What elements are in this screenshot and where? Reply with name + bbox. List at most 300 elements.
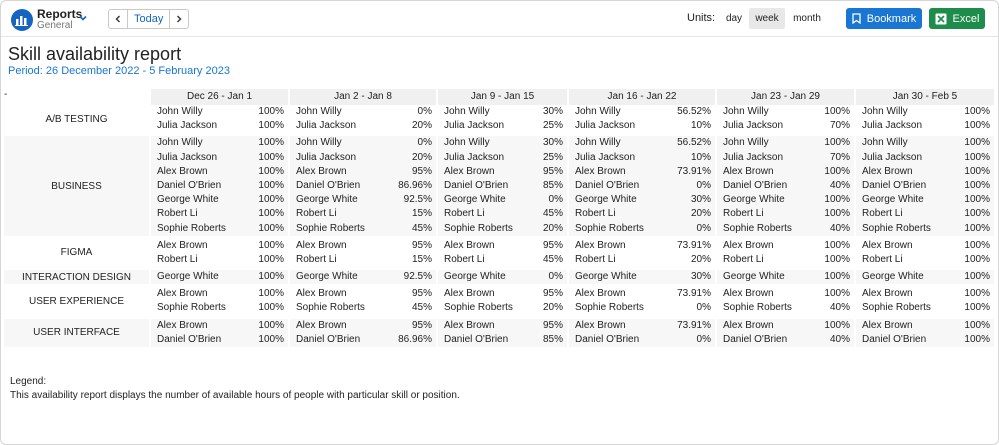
person-name: Daniel O'Brien [575, 333, 640, 345]
person-name: Alex Brown [575, 239, 626, 251]
skill-name: BUSINESS [4, 136, 149, 238]
person-availability [438, 151, 567, 165]
person-name: Sophie Roberts [862, 302, 931, 314]
availability-table [4, 89, 994, 350]
availability-percent: 100% [258, 288, 284, 300]
person-availability [717, 151, 854, 165]
availability-percent: 30% [690, 271, 711, 283]
person-availability [569, 239, 715, 253]
person-availability [717, 319, 854, 333]
person-name: Daniel O'Brien [296, 333, 361, 345]
person-name: Daniel O'Brien [862, 179, 927, 191]
person-name: Julia Jackson [296, 120, 357, 132]
app-title[interactable]: Reports [37, 7, 83, 21]
availability-percent: 0% [417, 106, 432, 117]
person-name: George White [296, 194, 358, 206]
availability-percent: 45% [411, 302, 432, 314]
week-header: Jan 2 - Jan 8 [288, 89, 436, 105]
person-name: Sophie Roberts [296, 222, 365, 234]
unit-day-button[interactable]: day [725, 13, 743, 24]
availability-percent: 100% [258, 302, 284, 314]
person-name: Julia Jackson [444, 120, 505, 132]
person-name: Robert Li [723, 253, 764, 265]
person-name: Julia Jackson [575, 151, 636, 163]
availability-percent: 100% [258, 137, 284, 149]
person-name: Julia Jackson [862, 120, 923, 132]
availability-percent: 95% [411, 319, 432, 331]
availability-percent: 100% [964, 151, 990, 163]
person-availability [856, 119, 994, 133]
person-availability [717, 119, 854, 133]
availability-percent: 73.91% [677, 288, 711, 300]
person-availability [856, 333, 994, 347]
availability-percent: 100% [824, 239, 850, 251]
availability-percent: 100% [964, 253, 990, 265]
availability-percent: 100% [824, 165, 850, 177]
availability-percent: 100% [964, 165, 990, 177]
availability-percent: 100% [964, 319, 990, 331]
person-availability [151, 253, 288, 267]
availability-percent: 100% [258, 333, 284, 345]
week-cell [854, 239, 994, 270]
person-availability [856, 165, 994, 179]
week-cell [715, 270, 854, 287]
person-name: Alex Brown [723, 239, 774, 251]
person-availability [151, 207, 288, 221]
availability-percent: 40% [829, 222, 850, 234]
week-cell [288, 239, 436, 270]
availability-percent: 100% [258, 239, 284, 251]
availability-percent: 100% [824, 253, 850, 265]
person-availability [151, 119, 288, 133]
person-availability [856, 207, 994, 221]
availability-percent: 100% [824, 319, 850, 331]
availability-percent: 100% [964, 288, 990, 300]
person-availability [717, 165, 854, 179]
date-navigation [108, 9, 189, 29]
skill-row [4, 239, 994, 270]
person-name: Alex Brown [157, 165, 208, 177]
person-availability [290, 319, 436, 333]
person-availability [569, 179, 715, 193]
person-availability [438, 222, 567, 236]
person-availability [717, 222, 854, 236]
person-name: Alex Brown [157, 239, 208, 251]
availability-percent: 56.52% [677, 106, 711, 117]
person-name: Daniel O'Brien [444, 333, 509, 345]
skill-name: USER EXPERIENCE [4, 287, 149, 318]
week-cell [715, 136, 854, 238]
person-availability [290, 333, 436, 347]
person-name: Julia Jackson [444, 151, 505, 163]
person-availability [290, 151, 436, 165]
availability-percent: 20% [690, 253, 711, 265]
person-name: Julia Jackson [862, 151, 923, 163]
table-body [4, 105, 994, 350]
person-name: Alex Brown [157, 319, 208, 331]
week-cell [854, 319, 994, 350]
person-availability [856, 270, 994, 284]
availability-percent: 100% [258, 253, 284, 265]
person-name: Sophie Roberts [296, 302, 365, 314]
person-availability [151, 239, 288, 253]
person-name: Daniel O'Brien [575, 179, 640, 191]
week-cell [567, 136, 715, 238]
week-cell [567, 239, 715, 270]
skill-name: A/B TESTING [4, 105, 149, 136]
person-name: John Willy [157, 137, 203, 149]
availability-percent: 100% [258, 222, 284, 234]
skill-row [4, 136, 994, 238]
person-name: Robert Li [862, 208, 903, 220]
chevron-down-icon[interactable] [77, 12, 89, 24]
availability-percent: 100% [258, 179, 284, 191]
person-availability [438, 193, 567, 207]
week-cell [567, 270, 715, 287]
person-name: Alex Brown [862, 319, 913, 331]
person-name: Alex Brown [444, 319, 495, 331]
person-name: George White [723, 271, 785, 283]
person-availability [856, 253, 994, 267]
week-header: Dec 26 - Jan 1 [149, 89, 288, 105]
person-name: Robert Li [444, 208, 485, 220]
person-availability [856, 239, 994, 253]
week-cell [436, 287, 567, 318]
person-availability [151, 270, 288, 284]
person-name: John Willy [723, 137, 769, 149]
person-name: John Willy [862, 137, 908, 149]
person-name: Alex Brown [575, 165, 626, 177]
legend-title: Legend: [10, 376, 47, 387]
availability-percent: 100% [824, 208, 850, 220]
person-name: John Willy [296, 106, 342, 117]
person-name: Alex Brown [444, 239, 495, 251]
person-availability [151, 333, 288, 347]
week-cell [149, 136, 288, 238]
person-availability [569, 222, 715, 236]
availability-percent: 20% [411, 120, 432, 132]
report-period: Period: 26 December 2022 - 5 February 2023 [8, 65, 230, 77]
skill-name: FIGMA [4, 239, 149, 270]
availability-percent: 30% [690, 194, 711, 206]
week-cell [436, 270, 567, 287]
person-name: Alex Brown [157, 288, 208, 300]
person-availability [438, 207, 567, 221]
skill-row [4, 287, 994, 318]
availability-percent: 20% [542, 222, 563, 234]
person-name: Daniel O'Brien [157, 333, 222, 345]
unit-week-button[interactable]: week [749, 8, 785, 29]
person-name: Robert Li [575, 208, 616, 220]
person-availability [290, 136, 436, 150]
person-availability [717, 193, 854, 207]
availability-percent: 0% [696, 222, 711, 234]
person-name: Sophie Roberts [157, 302, 226, 314]
availability-percent: 100% [964, 222, 990, 234]
availability-percent: 100% [258, 165, 284, 177]
availability-percent: 15% [411, 208, 432, 220]
person-availability [151, 165, 288, 179]
person-name: Alex Brown [296, 239, 347, 251]
person-availability [438, 253, 567, 267]
availability-percent: 100% [258, 106, 284, 117]
availability-percent: 25% [542, 151, 563, 163]
person-availability [717, 207, 854, 221]
person-name: George White [575, 271, 637, 283]
person-availability [717, 239, 854, 253]
previous-period-button[interactable] [109, 10, 127, 28]
person-name: George White [862, 194, 924, 206]
person-name: Alex Brown [862, 239, 913, 251]
person-availability [290, 222, 436, 236]
person-availability [717, 136, 854, 150]
person-availability [856, 287, 994, 301]
person-availability [569, 136, 715, 150]
availability-percent: 95% [542, 165, 563, 177]
person-availability [717, 287, 854, 301]
availability-percent: 30% [542, 137, 563, 149]
person-name: John Willy [444, 106, 490, 117]
excel-icon [935, 13, 947, 25]
person-availability [151, 301, 288, 315]
week-cell [149, 319, 288, 350]
person-name: John Willy [157, 106, 203, 117]
person-name: Sophie Roberts [723, 222, 792, 234]
person-name: Julia Jackson [157, 151, 218, 163]
person-name: Sophie Roberts [444, 222, 513, 234]
person-name: Julia Jackson [723, 151, 784, 163]
person-availability [438, 270, 567, 284]
person-availability [569, 151, 715, 165]
availability-percent: 10% [690, 151, 711, 163]
person-availability [438, 301, 567, 315]
person-name: Daniel O'Brien [862, 333, 927, 345]
person-name: George White [157, 194, 219, 206]
availability-percent: 100% [824, 137, 850, 149]
availability-percent: 30% [542, 106, 563, 117]
person-name: Robert Li [444, 253, 485, 265]
person-name: John Willy [296, 137, 342, 149]
skill-row [4, 270, 994, 287]
person-name: Alex Brown [296, 288, 347, 300]
week-header: Jan 9 - Jan 15 [436, 89, 567, 105]
person-name: Alex Brown [723, 319, 774, 331]
availability-percent: 100% [258, 208, 284, 220]
person-availability [717, 179, 854, 193]
person-availability [856, 136, 994, 150]
person-availability [151, 222, 288, 236]
skill-name: USER INTERFACE [4, 319, 149, 350]
availability-percent: 0% [696, 179, 711, 191]
person-availability [569, 119, 715, 133]
person-availability [856, 193, 994, 207]
app-subtitle: General [37, 20, 73, 31]
availability-percent: 73.91% [677, 239, 711, 251]
person-name: John Willy [575, 137, 621, 149]
person-name: Robert Li [575, 253, 616, 265]
availability-percent: 100% [258, 120, 284, 132]
person-availability [717, 270, 854, 284]
person-availability [569, 287, 715, 301]
person-name: Daniel O'Brien [723, 333, 788, 345]
person-name: Robert Li [296, 208, 337, 220]
availability-percent: 100% [964, 179, 990, 191]
person-availability [438, 105, 567, 119]
person-name: George White [575, 194, 637, 206]
availability-percent: 95% [411, 239, 432, 251]
week-cell [854, 105, 994, 136]
availability-percent: 100% [964, 302, 990, 314]
week-header: Jan 23 - Jan 29 [715, 89, 854, 105]
availability-percent: 100% [824, 194, 850, 206]
availability-percent: 20% [411, 151, 432, 163]
chevron-right-icon [174, 14, 184, 24]
next-period-button[interactable] [170, 10, 188, 28]
week-cell [436, 239, 567, 270]
availability-percent: 0% [548, 271, 563, 283]
person-name: Alex Brown [862, 165, 913, 177]
availability-percent: 100% [964, 333, 990, 345]
person-availability [569, 193, 715, 207]
person-availability [151, 105, 288, 119]
person-availability [290, 119, 436, 133]
page-title: Skill availability report [8, 44, 182, 64]
person-name: Julia Jackson [723, 120, 784, 132]
availability-percent: 100% [258, 151, 284, 163]
person-name: Sophie Roberts [575, 222, 644, 234]
person-name: Daniel O'Brien [444, 179, 509, 191]
bar-chart-icon[interactable] [11, 9, 33, 31]
person-availability [151, 319, 288, 333]
week-cell [567, 287, 715, 318]
availability-percent: 45% [411, 222, 432, 234]
week-cell [149, 239, 288, 270]
person-name: John Willy [444, 137, 490, 149]
person-name: Daniel O'Brien [157, 179, 222, 191]
person-availability [569, 319, 715, 333]
person-availability [438, 287, 567, 301]
person-availability [290, 207, 436, 221]
person-availability [151, 287, 288, 301]
week-cell [715, 239, 854, 270]
person-availability [569, 253, 715, 267]
week-cell [149, 287, 288, 318]
week-cell [715, 319, 854, 350]
week-header: Jan 16 - Jan 22 [567, 89, 715, 105]
person-name: George White [444, 271, 506, 283]
availability-percent: 95% [542, 288, 563, 300]
person-name: Sophie Roberts [157, 222, 226, 234]
person-name: Alex Brown [723, 288, 774, 300]
availability-percent: 70% [829, 151, 850, 163]
person-availability [856, 222, 994, 236]
availability-percent: 25% [542, 120, 563, 132]
skill-row [4, 105, 994, 136]
person-name: Julia Jackson [296, 151, 357, 163]
unit-month-button[interactable]: month [793, 13, 821, 24]
week-cell [288, 270, 436, 287]
availability-percent: 100% [964, 120, 990, 132]
person-name: George White [444, 194, 506, 206]
person-name: Alex Brown [444, 165, 495, 177]
person-name: George White [157, 271, 219, 283]
availability-percent: 10% [690, 120, 711, 132]
excel-export-button[interactable] [929, 8, 985, 29]
person-availability [717, 253, 854, 267]
availability-percent: 92.5% [403, 271, 432, 283]
availability-percent: 20% [542, 302, 563, 314]
person-availability [856, 105, 994, 119]
person-availability [856, 151, 994, 165]
availability-percent: 15% [411, 253, 432, 265]
table-header-row [4, 89, 994, 105]
today-button[interactable]: Today [127, 10, 170, 28]
availability-percent: 95% [542, 239, 563, 251]
availability-percent: 100% [964, 271, 990, 283]
availability-percent: 95% [542, 319, 563, 331]
person-availability [438, 165, 567, 179]
bookmark-button[interactable] [846, 8, 922, 29]
week-cell [288, 136, 436, 238]
week-cell [854, 136, 994, 238]
availability-percent: 40% [829, 179, 850, 191]
availability-percent: 86.96% [398, 179, 432, 191]
person-availability [438, 239, 567, 253]
week-cell [288, 319, 436, 350]
availability-percent: 70% [829, 120, 850, 132]
person-name: Alex Brown [444, 288, 495, 300]
person-name: Robert Li [723, 208, 764, 220]
week-cell [567, 105, 715, 136]
availability-percent: 100% [258, 194, 284, 206]
person-availability [151, 136, 288, 150]
person-name: Robert Li [862, 253, 903, 265]
availability-percent: 73.91% [677, 319, 711, 331]
units-label: Units: [687, 12, 716, 24]
person-name: Daniel O'Brien [296, 179, 361, 191]
week-header: Jan 30 - Feb 5 [854, 89, 994, 105]
availability-percent: 73.91% [677, 165, 711, 177]
person-availability [290, 270, 436, 284]
person-availability [717, 301, 854, 315]
week-cell [715, 287, 854, 318]
week-cell [149, 270, 288, 287]
person-name: Alex Brown [723, 165, 774, 177]
person-availability [290, 105, 436, 119]
availability-percent: 20% [690, 208, 711, 220]
person-availability [438, 179, 567, 193]
person-availability [717, 105, 854, 119]
person-name: Alex Brown [575, 288, 626, 300]
availability-percent: 95% [411, 288, 432, 300]
toolbar [1, 1, 998, 37]
person-name: Daniel O'Brien [723, 179, 788, 191]
person-availability [569, 270, 715, 284]
person-name: Robert Li [157, 208, 198, 220]
week-cell [436, 105, 567, 136]
week-cell [149, 105, 288, 136]
availability-percent: 45% [542, 208, 563, 220]
week-cell [436, 319, 567, 350]
person-availability [290, 239, 436, 253]
person-name: Sophie Roberts [575, 302, 644, 314]
person-availability [856, 179, 994, 193]
availability-percent: 100% [964, 194, 990, 206]
availability-percent: 100% [964, 239, 990, 251]
person-name: John Willy [862, 106, 908, 117]
availability-percent: 100% [258, 319, 284, 331]
availability-percent: 0% [417, 137, 432, 149]
